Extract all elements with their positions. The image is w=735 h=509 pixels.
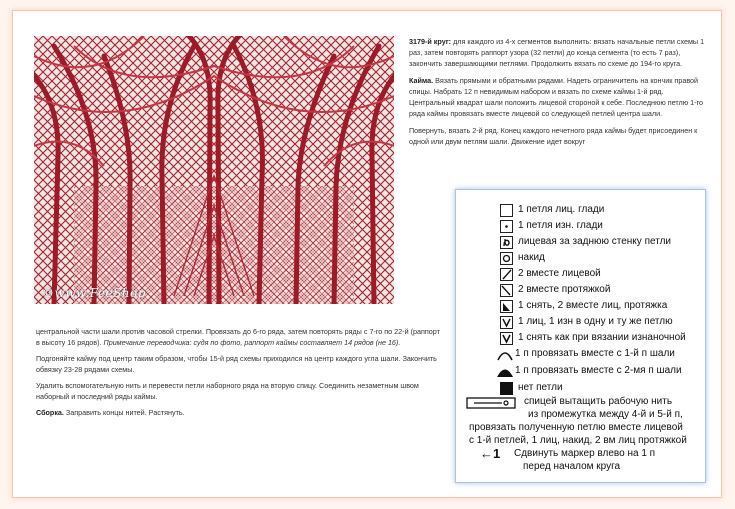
legend-item-marker [456, 447, 705, 461]
symbol-legend [455, 189, 706, 483]
k2tog-icon [500, 268, 513, 281]
legend-label-line: провязать полученную петлю вместе лицевой [469, 422, 683, 433]
legend-label: 1 п провязать вместе с 1-й п шали [515, 348, 675, 359]
legend-label: 1 лиц, 1 изн в одну и ту же петлю [518, 316, 673, 327]
right-instructions [409, 36, 707, 153]
legend-item [456, 283, 705, 297]
border-heading: Кайма. [409, 76, 434, 85]
continue-text: центральной части шали против часовой стрелки. Провязать до 6-го ряда, затем повторять ряды с 7-го по 22-й (раппорт в высоту 16 рядов). [36, 327, 440, 347]
join-two-icon [496, 365, 514, 378]
round-text: для каждого из 4-х сегментов выполнить: вязать начальные петли схемы 1 раз, затем повторять раппорт узора (32 петли) до конца сегмента (то есть 7 раз), закончить завершающими петлями. Продолжить вязать по схеме до 194-го круга. [409, 37, 705, 68]
legend-label: спицей вытащить рабочую нить [524, 396, 673, 407]
legend-label: накид [518, 252, 545, 263]
legend-label-line: из промежутка между 4-й и 5-й п, [528, 409, 683, 420]
instruction-border [409, 75, 707, 119]
legend-label-line: перед началом круга [523, 461, 621, 472]
join-one-icon [496, 348, 514, 361]
legend-item [456, 203, 705, 217]
empty-square-icon [500, 204, 513, 217]
no-stitch-icon [500, 382, 513, 395]
twisted-knit-icon [500, 236, 513, 249]
instruction-assembly [36, 407, 442, 418]
arrow-left-icon: ←1 [480, 446, 501, 461]
purl-dot-icon [500, 220, 513, 233]
lace-pattern-illustration [34, 36, 394, 304]
slip-purlwise-icon [500, 332, 513, 345]
legend-item [456, 315, 705, 329]
wrap-stitch-icon [466, 397, 516, 409]
legend-label-line: с 1-й петлей, 1 лиц, накид, 2 вм лиц протяжкой [469, 435, 687, 446]
instruction-round-3179 [409, 36, 707, 69]
kfb-icon [500, 316, 513, 329]
assembly-heading: Сборка. [36, 408, 64, 417]
legend-item-wrap [456, 395, 705, 409]
legend-label: 1 петля изн. глади [518, 220, 603, 231]
legend-item [456, 299, 705, 313]
legend-label: 1 п провязать вместе с 2-мя п шали [515, 365, 682, 376]
round-heading: 3179-й круг: [409, 37, 452, 46]
legend-item [456, 364, 705, 378]
instruction-turn: Повернуть, вязать 2-й ряд. Конец каждого нечетного ряда каймы будет присоединен к одной или двум петлям шали. Движение идет вокруг [409, 126, 698, 146]
legend-label: 1 снять как при вязании изнаночной [518, 332, 686, 343]
legend-item [456, 219, 705, 233]
legend-label: лицевая за заднюю стенку петли [518, 236, 672, 247]
translator-note: Примечание переводчика: судя по фото, раппорт каймы составляет 14 рядов (не 16). [103, 338, 401, 347]
instruction-fit-border: Подгоняйте кайму под центр таким образом, чтобы 15-й ряд схемы приходился на центр каждого угла шали. Закончить обвязку 23-28 рядами схемы. [36, 354, 437, 374]
instruction-graft: Удалить вспомогательную нить и перевести петли наборного ряда на вторую спицу. Соединить незаметным швом наборный и последний ряды каймы. [36, 381, 419, 401]
legend-item [456, 235, 705, 249]
legend-item [456, 331, 705, 345]
lace-shawl-photo [34, 36, 394, 304]
legend-label: нет петли [518, 382, 563, 393]
legend-label: 2 вместе протяжкой [518, 284, 611, 295]
bottom-instructions [36, 326, 442, 423]
legend-label: 1 петля лиц. глади [518, 204, 605, 215]
legend-item [456, 347, 705, 361]
ssk-icon [500, 284, 513, 297]
yarn-over-icon [500, 252, 513, 265]
assembly-text: Заправить концы нитей. Растянуть. [63, 408, 185, 417]
legend-item [456, 251, 705, 265]
legend-label: 1 снять, 2 вместе лиц, протяжка [518, 300, 668, 311]
border-text: Вязать прямыми и обратными рядами. Надеть ограничитель на кончик правой спицы. Набрать 12 п невидимым набором и вязать по схеме каймы 1-й ряд. Центральный квадрат шали положить лицевой стороной к себе. Последнюю петлю 1-го ряда каймы провязать вместе лицевой со следующей петлей центра шали. [409, 76, 703, 118]
sk2p-icon [500, 300, 513, 313]
watermark-text: ©www.FeeShop [42, 286, 146, 300]
legend-item [456, 267, 705, 281]
legend-label: 2 вместе лицевой [518, 268, 601, 279]
legend-label: Сдвинуть маркер влево на 1 п [514, 448, 656, 459]
legend-item [456, 381, 705, 395]
instruction-continue [36, 326, 442, 348]
